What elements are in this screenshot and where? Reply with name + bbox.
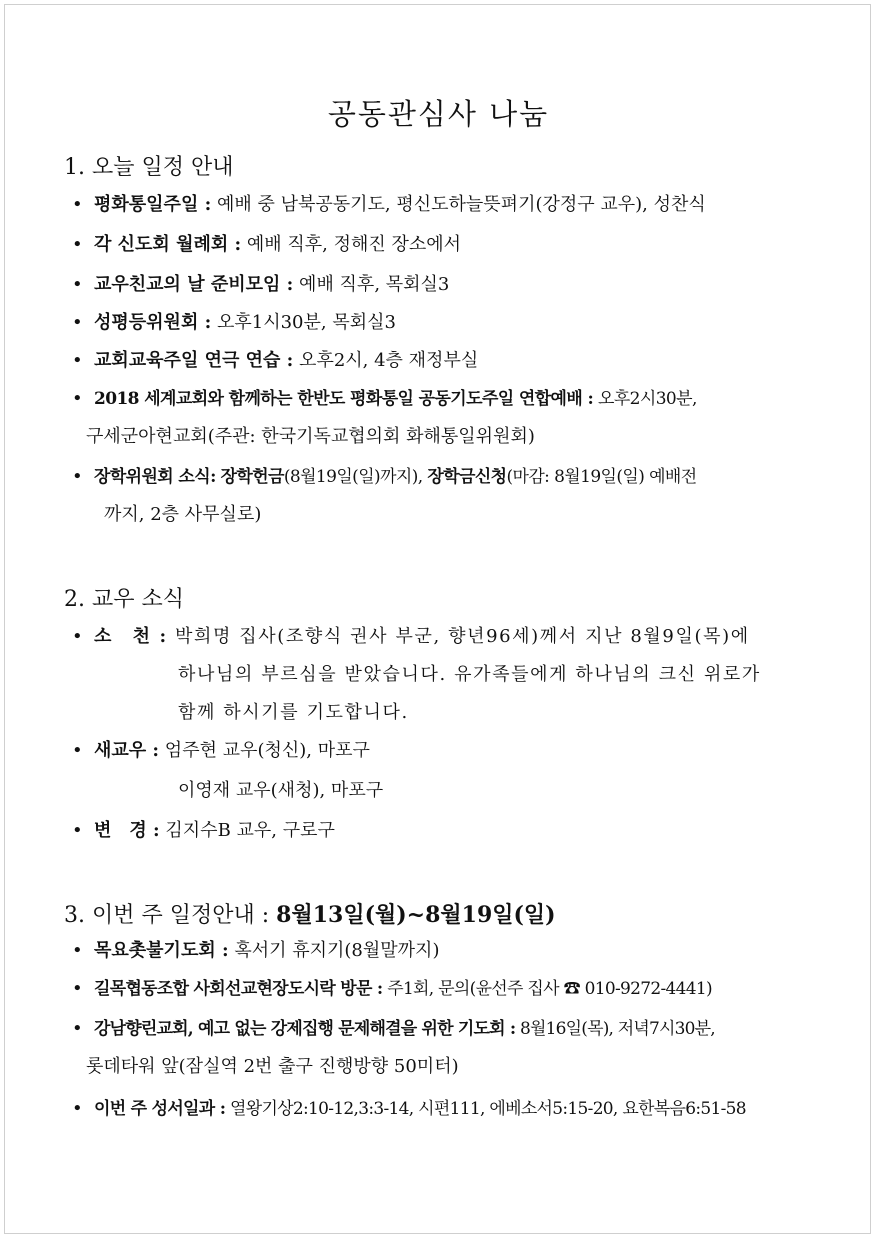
item-text: 김지수B 교우, 구로구 <box>159 820 335 841</box>
list-item <box>72 458 812 496</box>
bullet: • <box>72 1098 82 1119</box>
bullet: • <box>72 388 83 409</box>
bullet: • <box>72 466 83 487</box>
bullet: • <box>72 940 83 961</box>
bullet: • <box>72 350 83 371</box>
bullet: • <box>72 978 82 999</box>
item-text: 8월16일(목), 저녁7시30분, <box>515 1019 715 1039</box>
item-label: 강남향린교회, 예고 없는 강제집행 문제해결을 위한 기도회 : <box>94 1019 516 1039</box>
item-label: 목요촛불기도회 : <box>94 940 229 961</box>
item-label: 길목협동조합 사회선교현장도시락 방문 : <box>94 979 383 999</box>
list-item <box>72 304 812 342</box>
item-text: 열왕기상2:10-12,3:3-14, 시편111, 에베소서5:15-20, 요한복음6:51-58 <box>225 1099 746 1119</box>
item-label: 성평등위원회 : <box>94 312 212 333</box>
item-text: 주1회, 문의(윤선주 집사 <box>382 979 564 999</box>
list-item <box>72 970 812 1008</box>
item-label: 2018 세계교회와 함께하는 한반도 평화통일 공동기도주일 연합예배 : <box>94 389 594 409</box>
section-2-heading: 2. 교우 소식 <box>64 587 184 612</box>
item-text-2: 010-9272-4441) <box>579 979 712 999</box>
bullet: • <box>72 274 83 295</box>
section-3-heading <box>64 898 556 929</box>
item-text: (8월19일(일)까지), <box>283 467 428 487</box>
item-label: 소 천 : <box>94 626 168 647</box>
list-item <box>72 1090 812 1128</box>
bullet: • <box>72 626 85 647</box>
bullet: • <box>72 194 83 215</box>
item-label: 변 경 : <box>94 820 160 841</box>
item-continuation: 롯데타워 앞(잠실역 2번 출구 진행방향 50미터) <box>86 1056 459 1077</box>
item-text: 오후2시, 4층 재정부실 <box>293 350 479 371</box>
list-item <box>72 932 812 970</box>
list-item <box>72 812 812 850</box>
bullet: • <box>72 312 83 333</box>
list-item <box>72 732 812 770</box>
section-3-heading-dates: 8월13일(월)~8월19일(일) <box>276 902 556 928</box>
item-continuation: 구세군아현교회(주관: 한국기독교협의회 화해통일위원회) <box>86 426 535 447</box>
list-item <box>72 618 812 656</box>
list-item <box>72 342 812 380</box>
item-label: 이번 주 성서일과 : <box>94 1099 226 1119</box>
item-label: 교회교육주일 연극 연습 : <box>94 350 294 371</box>
bullet: • <box>72 1018 82 1039</box>
item-text: 박희명 집사(조향식 권사 부군, 향년96세)께서 지난 8월9일(목)에 <box>167 626 750 647</box>
item-text: 예배 직후, 정해진 장소에서 <box>241 234 462 255</box>
item-text: 엄주현 교우(청신), 마포구 <box>159 740 370 761</box>
section-3-heading-prefix: 3. 이번 주 일정안내 : <box>64 903 277 928</box>
list-item <box>72 380 812 418</box>
bullet: • <box>72 740 83 761</box>
bullet: • <box>72 234 83 255</box>
item-text: 예배 중 남북공동기도, 평신도하늘뜻펴기(강정구 교우), 성찬식 <box>211 194 706 215</box>
item-text: 오후1시30분, 목회실3 <box>211 312 396 333</box>
item-continuation: 하나님의 부르심을 받았습니다. 유가족들에게 하나님의 크신 위로가 <box>178 664 761 685</box>
item-label: 장학위원회 소식: <box>94 467 216 487</box>
item-text-2: (마감: 8월19일(일) 예배전 <box>506 467 697 487</box>
item-label-2: 장학헌금 <box>220 467 284 487</box>
bullet: • <box>72 820 83 841</box>
item-text: 오후2시30분, <box>593 389 697 409</box>
section-1-heading: 1. 오늘 일정 안내 <box>64 155 234 180</box>
list-item <box>72 266 812 304</box>
phone-icon: ☎ <box>563 979 580 999</box>
list-item <box>72 186 812 224</box>
item-continuation: 이영재 교우(새청), 마포구 <box>178 780 384 801</box>
list-item <box>72 226 812 264</box>
page-title: 공동관심사 나눔 <box>327 97 550 131</box>
item-text: 예배 직후, 목회실3 <box>293 274 450 295</box>
item-label: 새교우 : <box>94 740 160 761</box>
item-text: 혹서기 휴지기(8월말까지) <box>228 940 440 961</box>
list-item <box>72 1010 812 1048</box>
item-label-3: 장학금신청 <box>427 467 507 487</box>
item-continuation: 함께 하시기를 기도합니다. <box>178 702 409 723</box>
item-label: 각 신도회 월례회 : <box>94 234 242 255</box>
item-label: 평화통일주일 : <box>94 194 212 215</box>
item-continuation: 까지, 2층 사무실로) <box>104 504 262 525</box>
item-label: 교우친교의 날 준비모임 : <box>94 274 294 295</box>
